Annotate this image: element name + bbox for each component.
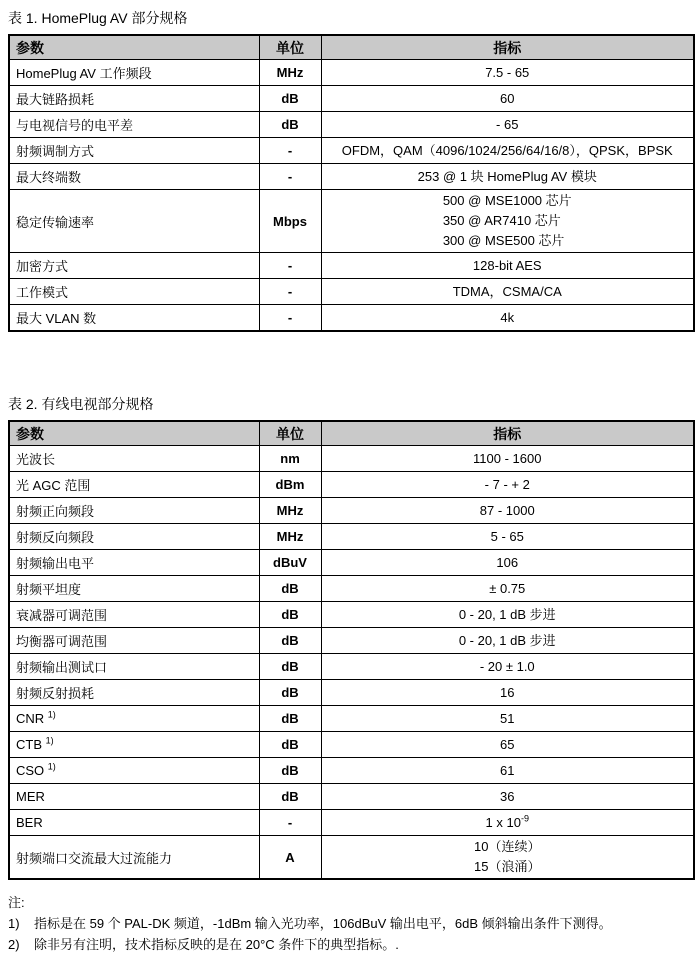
column-header-1: 参数 — [9, 35, 259, 60]
spec-row — [9, 60, 694, 86]
param-cell: 稳定传输速率 — [9, 190, 259, 253]
unit-cell: dBm — [259, 472, 321, 498]
unit-cell: - — [259, 305, 321, 332]
unit-cell: dB — [259, 680, 321, 706]
spec-row — [9, 472, 694, 498]
unit-cell: dB — [259, 654, 321, 680]
header-row — [9, 35, 694, 60]
value-line: 36 — [500, 788, 515, 804]
unit-cell: dB — [259, 86, 321, 112]
value-cell — [321, 680, 694, 706]
spec-row — [9, 164, 694, 190]
unit-cell: Mbps — [259, 190, 321, 253]
spec-row — [9, 810, 694, 836]
unit-cell: dB — [259, 758, 321, 784]
value-line: 15（浪涌） — [474, 859, 541, 874]
value-line: 300 @ MSE500 芯片 — [442, 233, 565, 248]
spec-row — [9, 732, 694, 758]
unit-cell: dB — [259, 628, 321, 654]
notes-list — [8, 913, 700, 955]
value-cell — [321, 112, 694, 138]
unit-cell: MHz — [259, 524, 321, 550]
value-line: 253 @ 1 块 HomePlug AV 模块 — [417, 168, 597, 184]
value-cell — [321, 576, 694, 602]
value-cell — [321, 836, 694, 880]
value-line: TDMA，CSMA/CA — [452, 283, 562, 299]
param-cell: CTB $^{1)}$ — [9, 732, 259, 758]
unit-cell: MHz — [259, 498, 321, 524]
spec-row — [9, 758, 694, 784]
spec-row — [9, 654, 694, 680]
param-cell: 最大终端数 — [9, 164, 259, 190]
unit-cell: dB — [259, 576, 321, 602]
notes-section — [8, 892, 700, 955]
note-text: 指标是在 59 个 PAL-DK 频道，-1dBm 输入光功率，106dBuV 输出电平，6dB 倾斜输出条件下测得。 — [34, 916, 612, 931]
spec-row — [9, 836, 694, 880]
value-cell — [321, 253, 694, 279]
param-cell: 射频输出测试口 — [9, 654, 259, 680]
note-number: 1) — [8, 916, 20, 931]
note-item — [8, 913, 700, 934]
unit-cell: nm — [259, 446, 321, 472]
value-line: 61 — [500, 762, 515, 778]
value-cell — [321, 472, 694, 498]
value-cell — [321, 305, 694, 332]
param-cell: 最大 VLAN 数 — [9, 305, 259, 332]
unit-cell: dB — [259, 732, 321, 758]
value-line: 0 - 20, 1 dB 步进 — [458, 606, 556, 622]
param-cell: HomePlug AV 工作频段 — [9, 60, 259, 86]
unit-cell: dB — [259, 784, 321, 810]
value-line: OFDM，QAM（4096/1024/256/64/16/8），QPSK，BPSK — [341, 142, 673, 158]
value-cell — [321, 524, 694, 550]
param-cell: CNR $^{1)}$ — [9, 706, 259, 732]
param-cell: 射频端口交流最大过流能力 — [9, 836, 259, 880]
param-cell: 射频平坦度 — [9, 576, 259, 602]
value-line: - 7 - + 2 — [484, 476, 530, 492]
value-cell — [321, 654, 694, 680]
unit-cell: dB — [259, 602, 321, 628]
value-line: 87 - 1000 — [479, 502, 535, 518]
notes-label: 注: — [8, 895, 25, 910]
column-header-3: 指标 — [321, 35, 694, 60]
spec-row — [9, 305, 694, 332]
value-line: 60 — [500, 90, 515, 106]
spec-row — [9, 279, 694, 305]
value-cell — [321, 706, 694, 732]
value-line: 16 — [500, 684, 515, 700]
unit-cell: MHz — [259, 60, 321, 86]
value-line: 65 — [500, 736, 515, 752]
value-cell — [321, 164, 694, 190]
spec-row — [9, 784, 694, 810]
unit-cell: dB — [259, 112, 321, 138]
param-cell: 射频反射损耗 — [9, 680, 259, 706]
value-line: 1 x $10^{-9}$ — [485, 813, 529, 830]
spec-row — [9, 706, 694, 732]
unit-cell: - — [259, 164, 321, 190]
param-cell: 均衡器可调范围 — [9, 628, 259, 654]
param-cell: BER — [9, 810, 259, 836]
footnote-ref: 1) — [47, 709, 56, 720]
value-cell — [321, 446, 694, 472]
column-header-1: 参数 — [9, 421, 259, 446]
value-line: 51 — [500, 710, 515, 726]
column-header-2: 单位 — [259, 421, 321, 446]
value-line: 128-bit AES — [472, 257, 542, 273]
value-line: 7.5 - 65 — [485, 64, 530, 80]
document-page — [0, 10, 700, 952]
table1-title: 表 1. HomePlug AV 部分规格 — [8, 10, 188, 26]
value-line: 4k — [500, 309, 515, 325]
note-item — [8, 934, 700, 955]
param-cell: 射频正向频段 — [9, 498, 259, 524]
exponent: -9 — [520, 813, 529, 824]
value-cell — [321, 550, 694, 576]
note-number: 2) — [8, 937, 20, 952]
value-cell — [321, 86, 694, 112]
param-cell: 工作模式 — [9, 279, 259, 305]
param-cell: 射频调制方式 — [9, 138, 259, 164]
unit-cell: A — [259, 836, 321, 880]
value-line: 1100 - 1600 — [473, 450, 542, 466]
value-block — [443, 191, 572, 251]
spec-row — [9, 524, 694, 550]
spec-row — [9, 550, 694, 576]
value-cell — [321, 190, 694, 253]
param-cell: 衰减器可调范围 — [9, 602, 259, 628]
footnote-ref: 1) — [47, 761, 56, 772]
value-cell — [321, 602, 694, 628]
unit-cell: - — [259, 138, 321, 164]
spec-row — [9, 190, 694, 253]
value-line: 0 - 20, 1 dB 步进 — [458, 632, 556, 648]
value-cell — [321, 732, 694, 758]
param-cell: 最大链路损耗 — [9, 86, 259, 112]
value-line: 106 — [496, 554, 519, 570]
param-cell: MER — [9, 784, 259, 810]
spec-row — [9, 498, 694, 524]
value-cell — [321, 810, 694, 836]
value-cell — [321, 60, 694, 86]
table2-catv-specs — [8, 420, 695, 880]
spec-row — [9, 628, 694, 654]
unit-cell: - — [259, 810, 321, 836]
table2-title: 表 2. 有线电视部分规格 — [8, 396, 154, 412]
value-line: - 65 — [496, 116, 519, 132]
unit-cell: dB — [259, 706, 321, 732]
unit-cell: - — [259, 253, 321, 279]
value-cell — [321, 498, 694, 524]
param-cell: 光 AGC 范围 — [9, 472, 259, 498]
value-line: ± 0.75 — [489, 580, 526, 596]
footnote-ref: 1) — [45, 735, 54, 746]
column-header-3: 指标 — [321, 421, 694, 446]
unit-cell: - — [259, 279, 321, 305]
param-cell: CSO $^{1)}$ — [9, 758, 259, 784]
value-line: 350 @ AR7410 芯片 — [442, 213, 561, 228]
spec-row — [9, 138, 694, 164]
unit-cell: dBuV — [259, 550, 321, 576]
value-line: 10（连续） — [474, 839, 541, 854]
spec-row — [9, 86, 694, 112]
param-cell: 加密方式 — [9, 253, 259, 279]
param-cell: 与电视信号的电平差 — [9, 112, 259, 138]
header-row — [9, 421, 694, 446]
column-header-2: 单位 — [259, 35, 321, 60]
value-cell — [321, 784, 694, 810]
param-cell: 射频输出电平 — [9, 550, 259, 576]
spec-row — [9, 576, 694, 602]
param-cell: 射频反向频段 — [9, 524, 259, 550]
value-cell — [321, 628, 694, 654]
value-line: 500 @ MSE1000 芯片 — [442, 193, 572, 208]
spec-row — [9, 112, 694, 138]
spec-row — [9, 446, 694, 472]
value-cell — [321, 138, 694, 164]
note-text: 除非另有注明，技术指标反映的是在 20°C 条件下的典型指标。. — [34, 937, 399, 952]
value-cell — [321, 279, 694, 305]
spec-row — [9, 253, 694, 279]
spec-row — [9, 602, 694, 628]
table1-homeplug-specs — [8, 34, 695, 332]
value-line: - 20 ± 1.0 — [479, 658, 535, 674]
value-line: 5 - 65 — [490, 528, 524, 544]
param-cell: 光波长 — [9, 446, 259, 472]
spec-row — [9, 680, 694, 706]
value-cell — [321, 758, 694, 784]
